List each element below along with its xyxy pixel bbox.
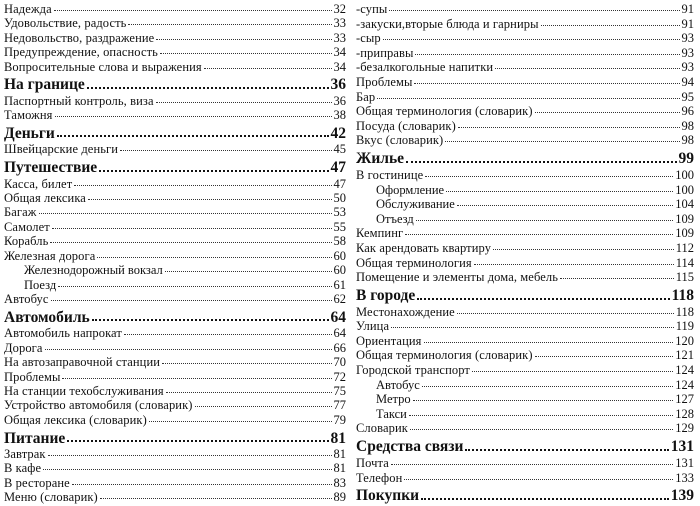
toc-dot-leader bbox=[417, 298, 669, 300]
toc-entry bbox=[4, 356, 346, 370]
toc-dot-leader bbox=[422, 386, 673, 387]
toc-entry bbox=[356, 198, 694, 213]
toc-entry bbox=[356, 105, 694, 120]
toc-entry bbox=[356, 335, 694, 350]
toc-page-number: 61 bbox=[333, 278, 346, 292]
toc-entry bbox=[356, 408, 694, 423]
toc-page-number: 60 bbox=[333, 264, 346, 278]
toc-dot-leader bbox=[383, 39, 680, 40]
toc-entry-label: В гостинице bbox=[356, 168, 424, 182]
toc-entry bbox=[4, 279, 346, 293]
toc-page-number: 98 bbox=[681, 134, 694, 148]
toc-entry bbox=[4, 342, 346, 356]
toc-page-number: 127 bbox=[675, 393, 694, 407]
toc-left-column bbox=[4, 3, 348, 506]
toc-dot-leader bbox=[48, 455, 332, 456]
toc-entry bbox=[4, 250, 346, 264]
toc-entry bbox=[356, 91, 694, 106]
toc-dot-leader bbox=[55, 116, 332, 117]
toc-page-number: 34 bbox=[333, 46, 346, 60]
toc-entry bbox=[4, 143, 346, 157]
toc-dot-leader bbox=[414, 83, 679, 84]
toc-dot-leader bbox=[493, 249, 674, 250]
toc-entry bbox=[4, 61, 346, 75]
toc-entry bbox=[4, 462, 346, 476]
toc-dot-leader bbox=[74, 185, 331, 186]
toc-page-number: 131 bbox=[670, 438, 694, 456]
toc-dot-leader bbox=[457, 205, 673, 206]
toc-page-number: 66 bbox=[333, 341, 346, 355]
toc-entry bbox=[4, 206, 346, 220]
toc-dot-leader bbox=[474, 264, 674, 265]
toc-entry-label: Отъезд bbox=[376, 212, 414, 226]
toc-page-number: 55 bbox=[333, 220, 346, 234]
toc-section-heading bbox=[4, 428, 346, 448]
toc-entry bbox=[356, 47, 694, 62]
toc-entry bbox=[356, 120, 694, 135]
toc-page-number: 47 bbox=[330, 159, 346, 176]
toc-entry bbox=[356, 472, 694, 487]
toc-entry-label: Общая терминология (словарик) bbox=[356, 349, 533, 363]
toc-entry bbox=[356, 457, 694, 472]
toc-page-number: 104 bbox=[675, 198, 694, 212]
toc-dot-leader bbox=[405, 234, 673, 235]
toc-entry-label: Недовольство, раздражение bbox=[4, 31, 155, 45]
toc-dot-leader bbox=[415, 54, 679, 55]
toc-entry bbox=[356, 18, 694, 33]
toc-entry-label: Автомобиль bbox=[4, 308, 90, 326]
toc-dot-leader bbox=[50, 242, 331, 243]
toc-page-number: 118 bbox=[671, 287, 694, 305]
toc-dot-leader bbox=[165, 271, 332, 272]
toc-entry bbox=[356, 364, 694, 379]
toc-entry bbox=[4, 477, 346, 491]
toc-dot-leader bbox=[52, 228, 332, 229]
toc-entry-label: В городе bbox=[356, 287, 416, 305]
toc-entry bbox=[4, 371, 346, 385]
toc-page-number: 124 bbox=[675, 364, 694, 378]
toc-page-number: 93 bbox=[681, 61, 694, 75]
toc-page-number: 47 bbox=[333, 177, 346, 191]
toc-entry-label: Метро bbox=[376, 393, 411, 407]
toc-entry bbox=[356, 3, 694, 18]
toc-dot-leader bbox=[465, 449, 668, 451]
toc-page-number: 81 bbox=[333, 462, 346, 476]
toc-page-number: 58 bbox=[333, 235, 346, 249]
toc-dot-leader bbox=[204, 68, 332, 69]
toc-dot-leader bbox=[166, 392, 332, 393]
toc-entry-label: Меню (словарик) bbox=[4, 491, 98, 505]
toc-entry-label: Общая лексика (словарик) bbox=[4, 413, 147, 427]
toc-entry-label: Городской транспорт bbox=[356, 364, 470, 378]
toc-entry-label: Касса, билет bbox=[4, 177, 73, 191]
toc-entry-label: Самолет bbox=[4, 220, 50, 234]
toc-section-heading bbox=[4, 308, 346, 328]
toc-entry-label: Как арендовать квартиру bbox=[356, 241, 492, 255]
toc-page-number: 79 bbox=[333, 413, 346, 427]
toc-entry bbox=[356, 349, 694, 364]
toc-entry-label: Словарик bbox=[356, 422, 408, 436]
toc-entry bbox=[4, 46, 346, 60]
toc-entry-label: На автозаправочной станции bbox=[4, 356, 161, 370]
toc-page-number: 119 bbox=[675, 320, 694, 334]
toc-dot-leader bbox=[425, 176, 673, 177]
toc-dot-leader bbox=[541, 25, 680, 26]
toc-dot-leader bbox=[377, 98, 679, 99]
toc-entry-label: -приправы bbox=[356, 46, 414, 60]
toc-page-number: 121 bbox=[675, 349, 694, 363]
toc-dot-leader bbox=[389, 10, 679, 11]
toc-entry-label: Железная дорога bbox=[4, 249, 96, 263]
toc-dot-leader bbox=[457, 313, 674, 314]
toc-entry-label: Автобус bbox=[4, 293, 49, 307]
toc-page-number: 124 bbox=[675, 378, 694, 392]
toc-entry bbox=[4, 414, 346, 428]
toc-entry-label: -безалкогольные напитки bbox=[356, 61, 494, 75]
toc-page-number: 34 bbox=[333, 60, 346, 74]
toc-entry-label: Посуда (словарик) bbox=[356, 119, 456, 133]
toc-page-number: 81 bbox=[333, 448, 346, 461]
toc-dot-leader bbox=[458, 127, 680, 128]
toc-entry-label: Почта bbox=[356, 456, 389, 470]
toc-dot-leader bbox=[406, 161, 676, 163]
toc-dot-leader bbox=[424, 342, 674, 343]
toc-entry bbox=[356, 213, 694, 228]
toc-dot-leader bbox=[195, 406, 332, 407]
toc-entry-label: Обслуживание bbox=[376, 198, 455, 212]
toc-page-number: 33 bbox=[333, 17, 346, 31]
toc-dot-leader bbox=[560, 278, 674, 279]
toc-dot-leader bbox=[62, 378, 331, 379]
toc-page-number: 50 bbox=[333, 191, 346, 205]
toc-entry-label: Вкус (словарик) bbox=[356, 134, 444, 148]
toc-page-number: 75 bbox=[333, 385, 346, 399]
toc-entry bbox=[356, 184, 694, 199]
toc-page-number: 64 bbox=[333, 327, 346, 341]
toc-section-heading bbox=[4, 158, 346, 178]
toc-dot-leader bbox=[99, 170, 328, 172]
toc-entry bbox=[356, 320, 694, 335]
toc-dot-leader bbox=[156, 39, 331, 40]
toc-dot-leader bbox=[535, 356, 674, 357]
toc-page-number: 64 bbox=[330, 308, 346, 326]
toc-entry-label: Автобус bbox=[376, 378, 420, 392]
toc-dot-leader bbox=[45, 349, 332, 350]
toc-dot-leader bbox=[421, 498, 669, 500]
toc-entry-label: Общая лексика bbox=[4, 191, 86, 205]
toc-dot-leader bbox=[120, 150, 331, 151]
toc-entry bbox=[4, 17, 346, 31]
toc-page-number: 32 bbox=[333, 3, 346, 16]
toc-page-number: 95 bbox=[681, 90, 694, 104]
toc-entry-label: Помещение и элементы дома, мебель bbox=[356, 271, 559, 285]
toc-entry-label: Железнодорожный вокзал bbox=[24, 264, 163, 278]
toc-dot-leader bbox=[391, 327, 674, 328]
toc-page-number: 131 bbox=[675, 456, 694, 470]
toc-entry-label: Местонахождение bbox=[356, 305, 455, 319]
toc-entry-label: Корабль bbox=[4, 235, 49, 249]
toc-dot-leader bbox=[413, 400, 674, 401]
toc-section-heading bbox=[356, 149, 694, 169]
toc-entry-label: Удовольствие, радость bbox=[4, 17, 127, 31]
toc-dot-leader bbox=[160, 53, 332, 54]
toc-entry bbox=[356, 227, 694, 242]
toc-dot-leader bbox=[54, 10, 332, 11]
toc-entry-label: Таможня bbox=[4, 109, 53, 123]
toc-entry-label: Багаж bbox=[4, 206, 37, 220]
toc-page-number: 96 bbox=[681, 105, 694, 119]
toc-dot-leader bbox=[410, 429, 673, 430]
toc-entry-label: Устройство автомобиля (словарик) bbox=[4, 399, 193, 413]
toc-page-number: 109 bbox=[675, 212, 694, 226]
toc-page-number: 77 bbox=[333, 399, 346, 413]
toc-dot-leader bbox=[162, 363, 331, 364]
toc-entry bbox=[4, 399, 346, 413]
toc-dot-leader bbox=[39, 213, 332, 214]
toc-page-number: 128 bbox=[675, 407, 694, 421]
toc-page-number: 60 bbox=[333, 249, 346, 263]
toc-page-number: 70 bbox=[333, 356, 346, 370]
toc-page-number: 93 bbox=[681, 32, 694, 46]
toc-dot-leader bbox=[100, 498, 332, 499]
toc-entry bbox=[356, 61, 694, 76]
toc-page-number: 83 bbox=[333, 476, 346, 490]
toc-entry-label: Поезд bbox=[24, 278, 57, 292]
toc-dot-leader bbox=[128, 24, 331, 25]
toc-entry bbox=[4, 109, 346, 123]
toc-dot-leader bbox=[87, 87, 329, 89]
toc-entry-label: Улица bbox=[356, 320, 390, 334]
toc-entry-label: Автомобиль напрокат bbox=[4, 327, 122, 341]
toc-entry bbox=[4, 192, 346, 206]
toc-entry bbox=[4, 491, 346, 505]
toc-dot-leader bbox=[446, 191, 673, 192]
toc-page-number: 133 bbox=[675, 471, 694, 485]
toc-section-heading bbox=[4, 75, 346, 95]
toc-entry-label: Надежда bbox=[4, 3, 52, 16]
toc-dot-leader bbox=[92, 319, 329, 321]
toc-entry bbox=[356, 379, 694, 394]
toc-entry-label: В ресторане bbox=[4, 476, 70, 490]
toc-dot-leader bbox=[58, 286, 331, 287]
toc-entry bbox=[356, 306, 694, 321]
toc-entry-label: -супы bbox=[356, 3, 388, 16]
toc-dot-leader bbox=[156, 102, 332, 103]
toc-entry bbox=[4, 448, 346, 462]
toc-dot-leader bbox=[409, 415, 673, 416]
toc-page-number: 100 bbox=[675, 183, 694, 197]
toc-page-number: 99 bbox=[678, 150, 694, 168]
toc-entry-label: Телефон bbox=[356, 471, 403, 485]
toc-page-number: 81 bbox=[330, 429, 346, 447]
toc-entry bbox=[4, 327, 346, 341]
toc-entry-label: Покупки bbox=[356, 487, 420, 505]
toc-entry-label: Проблемы bbox=[356, 76, 413, 90]
toc-entry-label: Средства связи bbox=[356, 438, 464, 456]
toc-dot-leader bbox=[391, 464, 673, 465]
toc-entry bbox=[356, 393, 694, 408]
toc-entry bbox=[4, 95, 346, 109]
toc-entry-label: Бар bbox=[356, 90, 376, 104]
toc-entry bbox=[4, 385, 346, 399]
toc-page-number: 33 bbox=[333, 31, 346, 45]
toc-page-number: 36 bbox=[330, 76, 346, 94]
toc-entry bbox=[356, 271, 694, 286]
toc-dot-leader bbox=[416, 220, 674, 221]
toc-page-number: 38 bbox=[333, 109, 346, 123]
toc-page-number: 91 bbox=[681, 3, 694, 16]
toc-page-number: 109 bbox=[675, 227, 694, 241]
toc-page-number: 36 bbox=[333, 94, 346, 108]
toc-dot-leader bbox=[57, 135, 329, 137]
toc-entry bbox=[4, 178, 346, 192]
toc-page-number: 53 bbox=[333, 206, 346, 220]
toc-page-number: 98 bbox=[681, 119, 694, 133]
toc-entry-label: Жилье bbox=[356, 150, 405, 168]
toc-dot-leader bbox=[88, 199, 332, 200]
toc-section-heading bbox=[356, 437, 694, 457]
toc-dot-leader bbox=[67, 440, 328, 442]
toc-entry-label: На станции техобслуживания bbox=[4, 385, 164, 399]
toc-entry-label: -сыр bbox=[356, 32, 381, 46]
toc-page-number: 139 bbox=[670, 487, 694, 505]
toc-dot-leader bbox=[445, 141, 679, 142]
toc-dot-leader bbox=[149, 421, 332, 422]
toc-dot-leader bbox=[535, 112, 680, 113]
toc-page-number: 114 bbox=[675, 256, 694, 270]
toc-page-number: 62 bbox=[333, 293, 346, 307]
toc-entry bbox=[4, 293, 346, 307]
toc-page-number: 45 bbox=[333, 143, 346, 157]
toc-dot-leader bbox=[72, 484, 332, 485]
toc-entry bbox=[356, 76, 694, 91]
toc-dot-leader bbox=[472, 371, 673, 372]
toc-page-number: 118 bbox=[675, 305, 694, 319]
toc-entry bbox=[4, 221, 346, 235]
toc-entry-label: Такси bbox=[376, 407, 407, 421]
toc-entry bbox=[356, 422, 694, 437]
toc-right-column bbox=[348, 3, 694, 506]
toc-entry-label: Предупреждение, опасность bbox=[4, 46, 158, 60]
toc-entry-label: Ориентация bbox=[356, 334, 422, 348]
toc-entry-label: Завтрак bbox=[4, 448, 46, 461]
toc-page-number: 93 bbox=[681, 46, 694, 60]
toc-entry bbox=[356, 257, 694, 272]
toc-entry bbox=[356, 242, 694, 257]
toc-page-number: 72 bbox=[333, 370, 346, 384]
toc-dot-leader bbox=[124, 334, 332, 335]
toc-entry-label: Кемпинг bbox=[356, 227, 404, 241]
toc-entry-label: Швейцарские деньги bbox=[4, 143, 119, 157]
toc-entry-label: Питание bbox=[4, 429, 66, 447]
toc-entry bbox=[356, 32, 694, 47]
toc-page-number: 100 bbox=[675, 168, 694, 182]
toc-page-number: 94 bbox=[681, 76, 694, 90]
toc-dot-leader bbox=[43, 469, 331, 470]
toc-dot-leader bbox=[495, 68, 679, 69]
toc-entry-label: Вопросительные слова и выражения bbox=[4, 60, 202, 74]
toc-entry-label: На границе bbox=[4, 76, 85, 94]
toc-page-number: 129 bbox=[675, 422, 694, 436]
toc-entry-label: Дорога bbox=[4, 341, 43, 355]
toc-page-number: 120 bbox=[675, 334, 694, 348]
toc-entry bbox=[4, 264, 346, 278]
toc-entry-label: Путешествие bbox=[4, 159, 98, 176]
toc-entry-label: Общая терминология (словарик) bbox=[356, 105, 533, 119]
toc-entry-label: -закуски,вторые блюда и гарниры bbox=[356, 17, 539, 31]
toc-page-number: 112 bbox=[675, 241, 694, 255]
toc-page-number: 42 bbox=[330, 124, 346, 142]
toc-entry bbox=[4, 32, 346, 46]
toc-page-number: 89 bbox=[333, 491, 346, 505]
toc-entry-label: Проблемы bbox=[4, 370, 61, 384]
toc-page-number: 115 bbox=[675, 271, 694, 285]
toc-section-heading bbox=[356, 486, 694, 506]
toc-section-heading bbox=[4, 124, 346, 144]
toc-page-number: 91 bbox=[681, 17, 694, 31]
toc-entry-label: Общая терминология bbox=[356, 256, 472, 270]
toc-entry-label: Оформление bbox=[376, 183, 445, 197]
toc-dot-leader bbox=[404, 479, 673, 480]
toc-dot-leader bbox=[51, 300, 332, 301]
toc-entry bbox=[356, 169, 694, 184]
toc-entry bbox=[4, 3, 346, 17]
toc-section-heading bbox=[356, 286, 694, 306]
toc-dot-leader bbox=[97, 257, 331, 258]
toc-entry-label: Паспортный контроль, виза bbox=[4, 94, 154, 108]
toc-entry bbox=[356, 134, 694, 149]
toc-entry-label: В кафе bbox=[4, 462, 42, 476]
toc-entry bbox=[4, 235, 346, 249]
toc-entry-label: Деньги bbox=[4, 124, 55, 142]
